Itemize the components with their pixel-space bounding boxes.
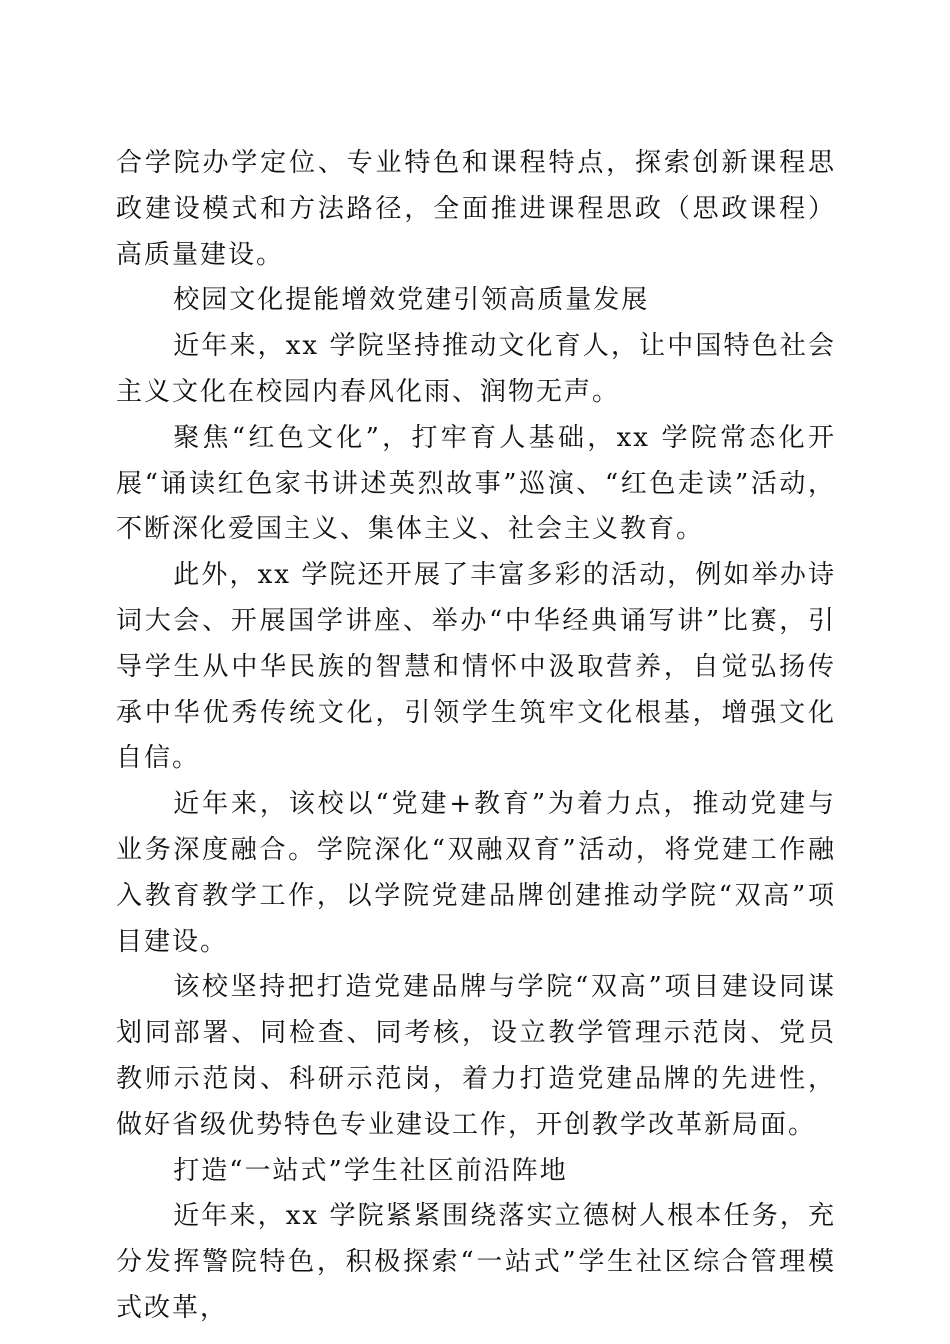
paragraph-7: 该校坚持把打造党建品牌与学院“双高”项目建设同谋划同部署、同检查、同考核，设立教学管理示范岗、党员教师示范岗、科研示范岗，着力打造党建品牌的先进性，做好省级优势特色专业建设工作，开创教学改革新局面。 [116,972,836,1140]
paragraph-6: 近年来，该校以“党建+教育”为着力点，推动党建与业务深度融合。学院深化“双融双育”活动，将党建工作融入教育教学工作，以学院党建品牌创建推动学院“双高”项目建设。 [116,789,836,957]
paragraph-4: 聚焦“红色文化”，打牢育人基础，xx 学院常态化开展“诵读红色家书讲述英烈故事”巡演、“红色走读”活动，不断深化爱国主义、集体主义、社会主义教育。 [116,422,836,545]
section-heading-one-stop-community: 打造“一站式”学生社区前沿阵地 [173,1155,568,1186]
paragraph-9: 近年来，xx 学院紧紧围绕落实立德树人根本任务，充分发挥警院特色，积极探索“一站式”学生社区综合管理模式改革， [116,1201,836,1323]
paragraph-5: 此外，xx 学院还开展了丰富多彩的活动，例如举办诗词大会、开展国学讲座、举办“中华经典诵写讲”比赛，引导学生从中华民族的智慧和情怀中汲取营养，自觉弘扬传承中华优秀传统文化，引领学生筑牢文化根基，增强文化自信。 [116,560,836,774]
section-heading-campus-culture: 校园文化提能增效党建引领高质量发展 [173,285,650,316]
paragraph-3: 近年来，xx 学院坚持推动文化育人，让中国特色社会主义文化在校园内春风化雨、润物无声。 [116,331,836,407]
document-body [116,141,836,1332]
paragraph-1: 合学院办学定位、专业特色和课程特点，探索创新课程思政建设模式和方法路径，全面推进课程思政（思政课程）高质量建设。 [116,148,836,270]
